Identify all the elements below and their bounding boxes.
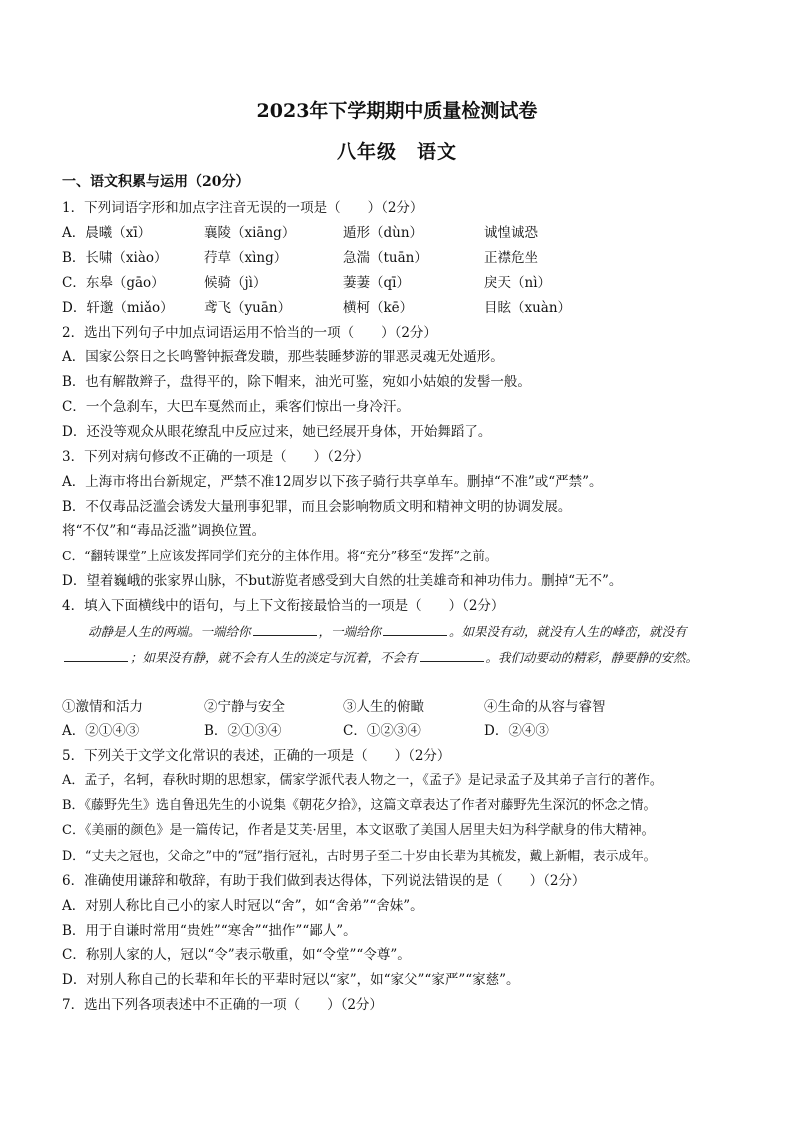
question-6-stem: 6．准确使用谦辞和敬辞，有助于我们做到表达得体，下列说法错误的是（ ）（2分） xyxy=(62,873,586,889)
question-4-stem: 4．填入下面横线中的语句，与上下文衔接最恰当的一项是（ ）（2分） xyxy=(62,598,505,614)
q1-option: D．轩邈（miǎo） xyxy=(62,300,174,316)
fill-blank xyxy=(64,649,128,662)
q4-passage-text: 安然。 xyxy=(660,650,699,665)
q1-option: 遁形（dùn） xyxy=(343,225,424,241)
q4-option: C．①②③④ xyxy=(343,723,421,739)
q5-option-b: B．《藤野先生》选自鲁迅先生的小说集《朝花夕拾》，这篇文章表达了作者对藤野先生深沉的怀念之情。 xyxy=(62,798,657,813)
q6-option-a: A．对别人称比自己小的家人时冠以“舍”，如“舍弟”“舍妹”。 xyxy=(62,898,424,914)
q4-passage-text: ；如果没有静，就不会有人生的淡定与沉着，不会有 xyxy=(130,650,418,665)
fill-blank xyxy=(383,623,447,636)
q6-option-c: C．称别人家的人，冠以“令”表示敬重，如“令堂”“令尊”。 xyxy=(62,947,411,963)
q1-option: 急湍（tuān） xyxy=(343,250,428,266)
q5-option-a: A．孟子，名轲，春秋时期的思想家，儒家学派代表人物之一，《孟子》是记录孟子及其弟子言行的著作。 xyxy=(62,773,663,788)
q4-passage-text: 。我们动要动的精彩，静要静的 xyxy=(485,650,661,665)
q1-option: 戾天（nì） xyxy=(484,275,552,291)
q1-option: 鸢飞（yuān） xyxy=(204,300,292,316)
question-3-stem: 3．下列对病句修改不正确的一项是（ ）（2分） xyxy=(62,449,370,465)
exam-title: 2023年下学期期中质量检测试卷 xyxy=(256,100,538,122)
section-heading: 一、语文积累与运用（20分） xyxy=(62,174,250,190)
q2-option-a: A．国家公祭日之长鸣警钟振聋发聩，那些装睡梦游的罪恶灵魂无处遁形。 xyxy=(62,349,504,365)
q2-option-d: D．还没等观众从眼花缭乱中反应过来，她已经展开身体，开始舞蹈了。 xyxy=(62,424,492,440)
q3-option-b-cont: 将“不仅”和“毒品泛滥”调换位置。 xyxy=(62,523,266,539)
q2-option-c: C．一个急刹车，大巴车戛然而止，乘客们惊出一身冷汗。 xyxy=(62,399,410,415)
q4-passage-text: 有 xyxy=(674,624,687,639)
q4-passage-text: 。如果没有动，就没有人生的峰峦，就没 xyxy=(449,624,675,639)
q2-option-b: B．也有解散辫子，盘得平的，除下帽来，油光可鉴，宛如小姑娘的发髻一般。 xyxy=(62,374,531,390)
q3-option-a: A．上海市将出台新规定，严禁不准12周岁以下孩子骑行共享单车。删掉“不准”或“严禁”。 xyxy=(62,474,603,490)
q1-option: B．长啸（xiào） xyxy=(62,250,168,266)
q1-option: 正襟危坐 xyxy=(484,250,538,266)
q3-option-b: B．不仅毒品泛滥会诱发大量刑事犯罪，而且会影响物质文明和精神文明的协调发展。 xyxy=(62,499,572,515)
q1-option: 候骑（jì） xyxy=(204,275,267,291)
q4-passage-text: ，一端给你 xyxy=(318,624,382,639)
fill-blank xyxy=(253,623,317,636)
q1-option: 横柯（kē） xyxy=(343,300,414,316)
q4-item: ④生命的从容与睿智 xyxy=(484,699,606,715)
q6-option-d: D．对别人称自己的长辈和年长的平辈时冠以“家”，如“家父”“家严”“家慈”。 xyxy=(62,972,520,988)
q1-option: 襄陵（xiāng） xyxy=(204,225,296,241)
q4-option: B．②①③④ xyxy=(204,723,282,739)
q1-option: 萋萋（qī） xyxy=(343,275,410,291)
q5-option-c: C．《美丽的颜色》是一篇传记，作者是艾芙·居里，本文讴歌了美国人居里夫妇为科学献身的伟大精神。 xyxy=(62,823,655,838)
fill-blank xyxy=(420,649,484,662)
question-5-stem: 5．下列关于文学文化常识的表述，正确的一项是（ ）（2分） xyxy=(62,748,451,764)
q1-option: 目眩（xuàn） xyxy=(484,300,572,316)
q3-option-d: D．望着巍峨的张家界山脉，不but游览者感受到大自然的壮美雄奇和神功伟力。删掉“无不”。 xyxy=(62,573,623,589)
question-2-stem: 2．选出下列句子中加点词语运用不恰当的一项（ ）（2分） xyxy=(62,325,437,341)
q1-option: 荇草（xìng） xyxy=(204,250,288,266)
q4-passage xyxy=(62,619,732,671)
q5-option-d: D．“丈夫之冠也，父命之”中的“冠”指行冠礼，古时男子至二十岁由长辈为其梳发，戴上新帽，表示成年。 xyxy=(62,848,657,863)
q6-option-b: B．用于自谦时常用“贵姓”“寒舍”“拙作”“鄙人”。 xyxy=(62,923,357,939)
question-1-stem: 1．下列词语字形和加点字注音无误的一项是（ ）（2分） xyxy=(62,200,424,216)
q4-option: D．②④③ xyxy=(484,723,549,739)
q4-item: ①激情和活力 xyxy=(62,699,143,715)
q3-option-c: C．“翻转课堂”上应该发挥同学们充分的主体作用。将“充分”移至“发挥”之前。 xyxy=(62,548,498,563)
q1-option: 诚惶诚恐 xyxy=(484,225,538,241)
q4-item: ③人生的俯瞰 xyxy=(343,699,424,715)
q4-passage-text: 动静是人生的两端。一端给你 xyxy=(88,624,251,639)
question-7-stem: 7．选出下列各项表述中不正确的一项（ ）（2分） xyxy=(62,997,383,1013)
q1-option: C．东皋（gāo） xyxy=(62,275,165,291)
q4-item: ②宁静与安全 xyxy=(204,699,285,715)
q1-option: A．晨曦（xī） xyxy=(62,225,152,241)
exam-subtitle: 八年级 语文 xyxy=(336,141,457,163)
q4-option: A．②①④③ xyxy=(62,723,140,739)
